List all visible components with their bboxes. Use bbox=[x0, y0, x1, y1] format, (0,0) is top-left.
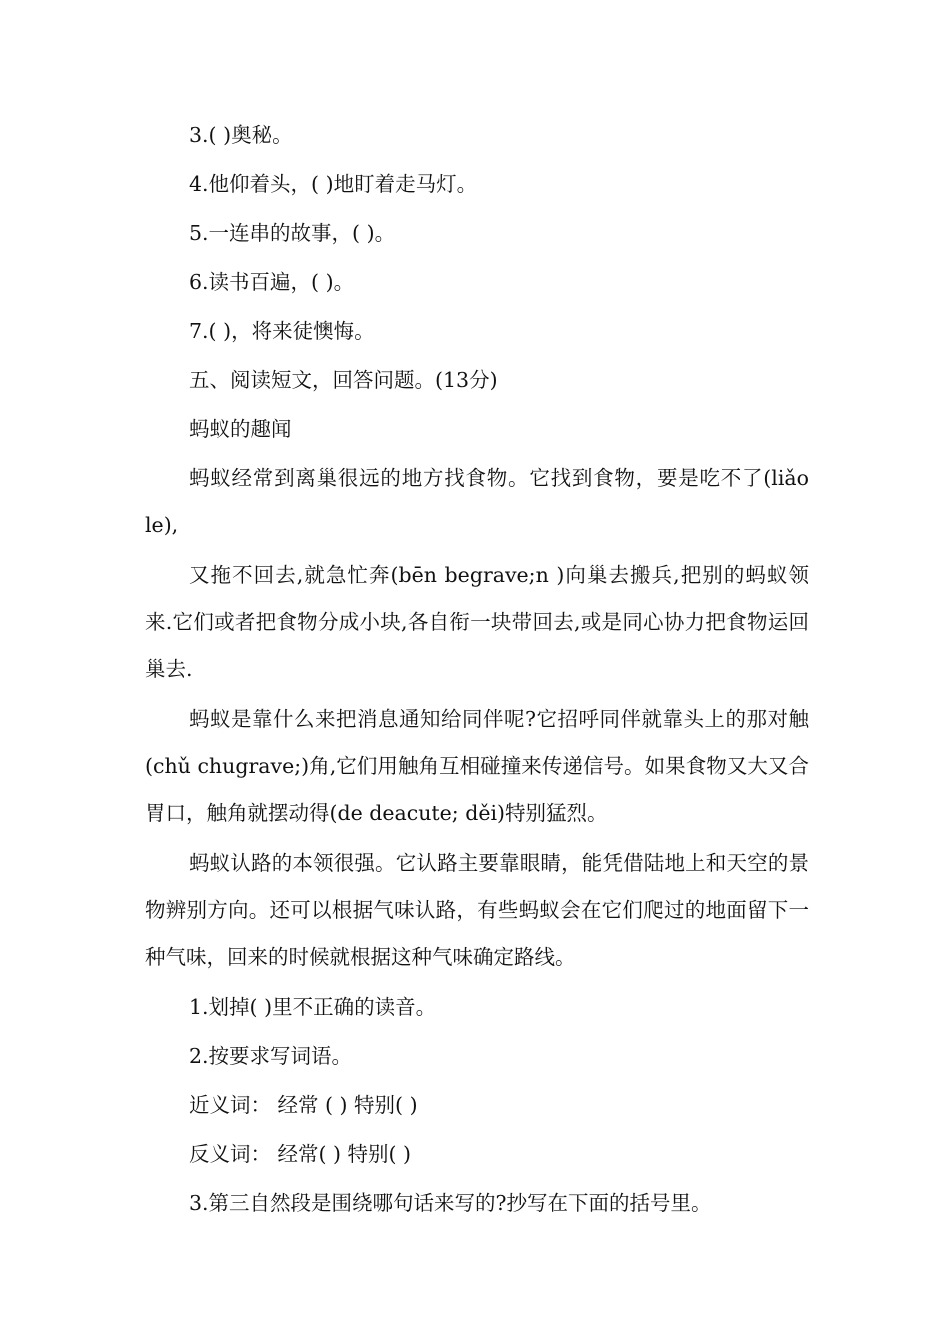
synonym-line: 近义词： 经常 ( ) 特别( ) bbox=[189, 1093, 418, 1117]
fill-blank-item-3: 3.( )奥秘。 bbox=[189, 123, 293, 147]
passage-title: 蚂蚁的趣闻 bbox=[189, 417, 292, 441]
passage-paragraph-3: 蚂蚁是靠什么来把消息通知给同伴呢?它招呼同伴就靠头上的那对触(chǔ chugrave;)角,它们用触角互相碰撞来传递信号。如果食物又大又合胃口，触角就摆动得(de deacute; děi)特别猛烈。 bbox=[145, 707, 809, 825]
question-3: 3.第三自然段是围绕哪句话来写的?抄写在下面的括号里。 bbox=[189, 1191, 712, 1215]
passage-paragraph-1: 蚂蚁经常到离巢很远的地方找食物。它找到食物，要是吃不了(liǎo le), bbox=[145, 466, 809, 537]
fill-blank-item-7: 7.( )，将来徒懊悔。 bbox=[189, 319, 375, 343]
passage-paragraph-4: 蚂蚁认路的本领很强。它认路主要靠眼睛，能凭借陆地上和天空的景物辨别方向。还可以根据气味认路，有些蚂蚁会在它们爬过的地面留下一种气味，回来的时候就根据这种气味确定路线。 bbox=[145, 851, 809, 969]
antonym-line: 反义词： 经常( ) 特别( ) bbox=[189, 1142, 412, 1166]
passage-paragraph-2: 又拖不回去,就急忙奔(bēn begrave;n )向巢去搬兵,把别的蚂蚁领来.它们或者把食物分成小块,各自衔一块带回去,或是同心协力把食物运回巢去. bbox=[145, 563, 809, 681]
question-2: 2.按要求写词语。 bbox=[189, 1044, 353, 1068]
section-heading: 五、阅读短文，回答问题。(13分) bbox=[189, 368, 498, 392]
fill-blank-item-4: 4.他仰着头，( )地盯着走马灯。 bbox=[189, 172, 478, 196]
question-1: 1.划掉( )里不正确的读音。 bbox=[189, 995, 437, 1019]
fill-blank-item-5: 5.一连串的故事，( )。 bbox=[189, 221, 396, 245]
fill-blank-item-6: 6.读书百遍，( )。 bbox=[189, 270, 355, 294]
document-page bbox=[145, 112, 809, 1229]
